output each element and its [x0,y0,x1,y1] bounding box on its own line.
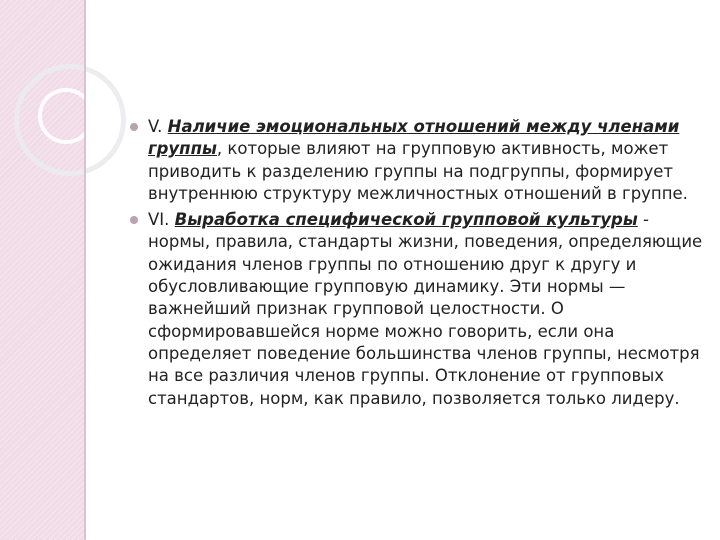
bullet-text: , которые влияют на групповую активность, может приводить к разделению группы на подгруппы, формирует внутреннюю структуру межличностных отношений в группе. [148,139,688,203]
bullet-prefix: V. [148,117,168,136]
decorative-sidebar [0,0,86,540]
bullet-item-vi [124,209,708,410]
bullet-icon [130,123,138,131]
bullet-icon [130,216,138,224]
bullet-list [124,116,708,410]
bullet-term: Выработка специфической групповой культуры [174,210,638,230]
bullet-prefix: VI. [148,210,175,230]
bullet-term: Наличие эмоциональных отношений между членами группы [148,117,680,159]
bullet-item-v [124,116,708,205]
bullet-text: - нормы, правила, стандарты жизни, поведения, определяющие ожидания членов группы по отношению друг к другу и обусловливающие групповую динамику. Эти нормы — важнейший признак групповой целостности. О сформировавшейся норме можно говорить, если она определяет поведение большинства членов группы, несмотря на все различия членов группы. Отклонение от групповых стандартов, норм, как правило, позволяется только лидеру. [148,210,703,408]
sidebar-divider [84,0,86,540]
slide-content [124,116,708,414]
